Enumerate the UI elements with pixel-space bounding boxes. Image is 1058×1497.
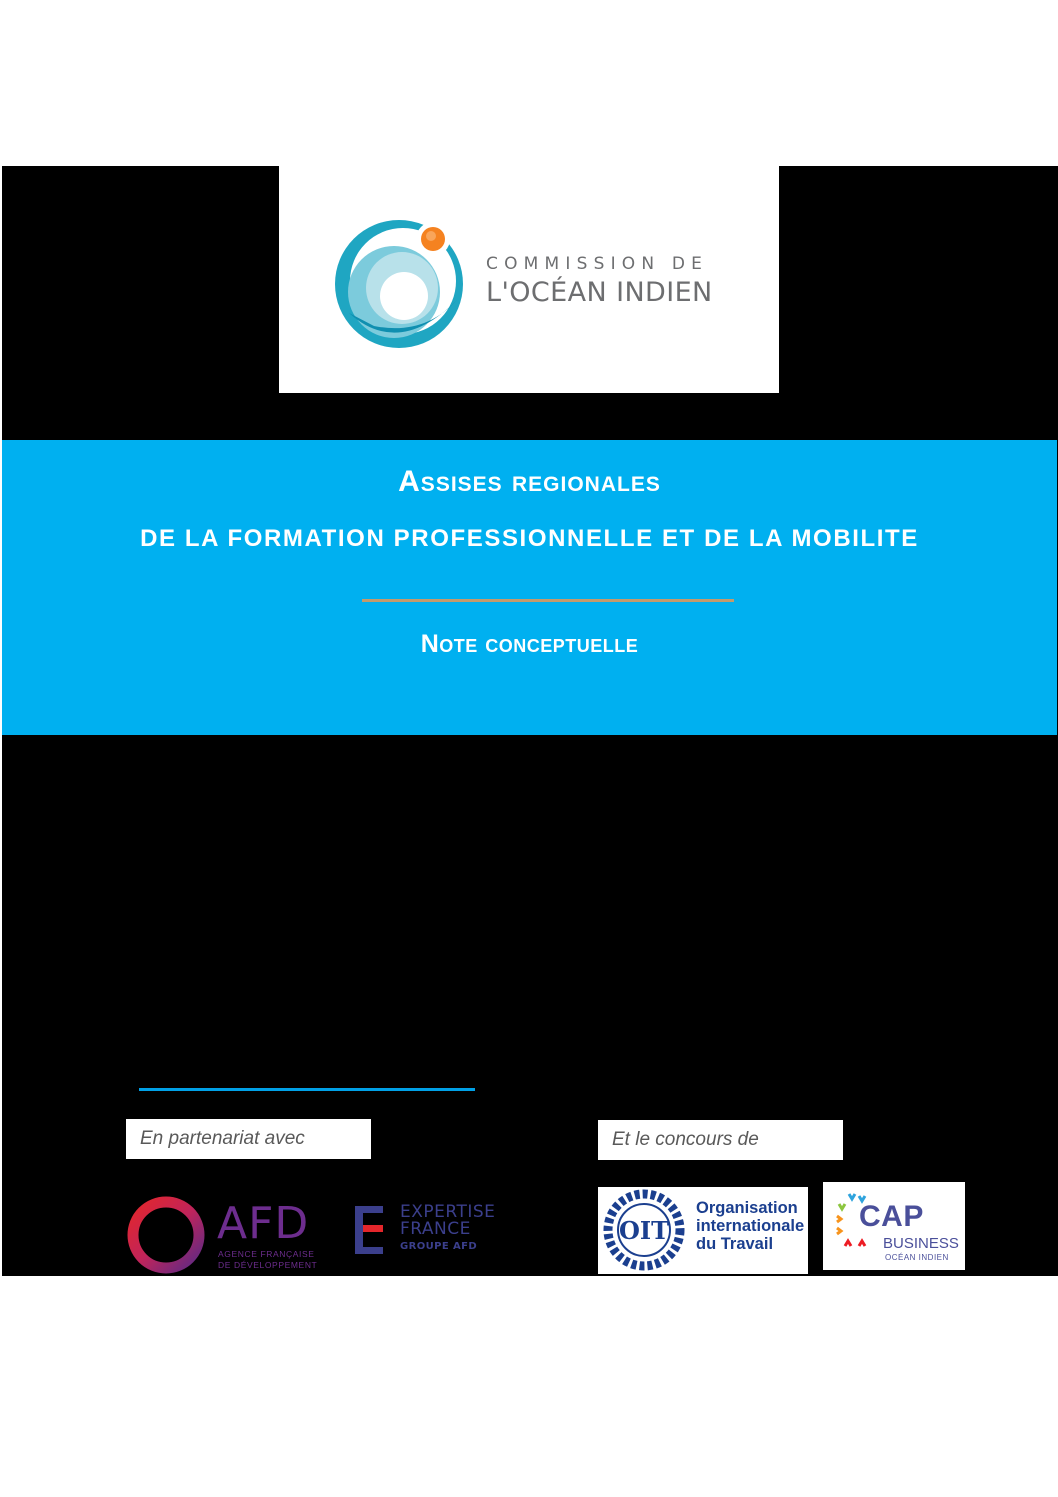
oit-logo — [598, 1187, 808, 1274]
expertise-france-line1: EXPERTISE — [400, 1202, 496, 1222]
expertise-france-line3: GROUPE AFD — [400, 1241, 478, 1252]
oit-emblem-icon — [598, 1187, 690, 1274]
oit-wordmark — [696, 1199, 804, 1253]
afd-ring-icon — [124, 1194, 208, 1276]
coi-logo — [279, 166, 779, 393]
afd-tagline-line2: DE DÉVELOPPEMENT — [218, 1260, 318, 1270]
coi-wordmark-line2: L'OCÉAN INDIEN — [486, 277, 713, 308]
afd-tagline — [218, 1249, 317, 1271]
section-divider — [139, 1088, 475, 1091]
oit-line1: Organisation — [696, 1199, 798, 1217]
expertise-france-line2: FRANCE — [400, 1219, 471, 1239]
title-divider — [362, 599, 734, 602]
cap-region-text: OCÉAN INDIEN — [885, 1253, 949, 1262]
afd-logo — [124, 1194, 324, 1276]
cap-business-logo — [823, 1182, 965, 1270]
oit-line3: du Travail — [696, 1235, 774, 1253]
document-subtitle: Note conceptuelle — [420, 630, 639, 658]
support-label: Et le concours de — [612, 1129, 759, 1150]
cap-business-text: BUSINESS — [883, 1235, 959, 1252]
cap-name: CAP — [859, 1200, 924, 1233]
partners-label-box — [126, 1119, 371, 1159]
expertise-france-logo — [355, 1204, 505, 1260]
expertise-france-wordmark — [400, 1204, 495, 1252]
coi-wordmark — [486, 254, 713, 310]
title-banner — [2, 440, 1057, 735]
support-label-box — [598, 1120, 843, 1160]
oit-line2: internationale — [696, 1217, 805, 1235]
afd-tagline-line1: AGENCE FRANÇAISE — [218, 1249, 315, 1259]
document-title-line2: DE LA FORMATION PROFESSIONNELLE ET DE LA MOBILITE — [140, 525, 919, 552]
partners-label: En partenariat avec — [140, 1128, 305, 1149]
expertise-france-e-icon — [355, 1204, 389, 1254]
document-title: Assises regionales — [398, 465, 661, 498]
afd-name: AFD — [217, 1198, 310, 1249]
coi-wordmark-line1: COMMISSION DE — [486, 254, 709, 274]
oit-emblem-letters: OIT — [619, 1216, 669, 1245]
coi-logo-icon — [329, 208, 474, 353]
